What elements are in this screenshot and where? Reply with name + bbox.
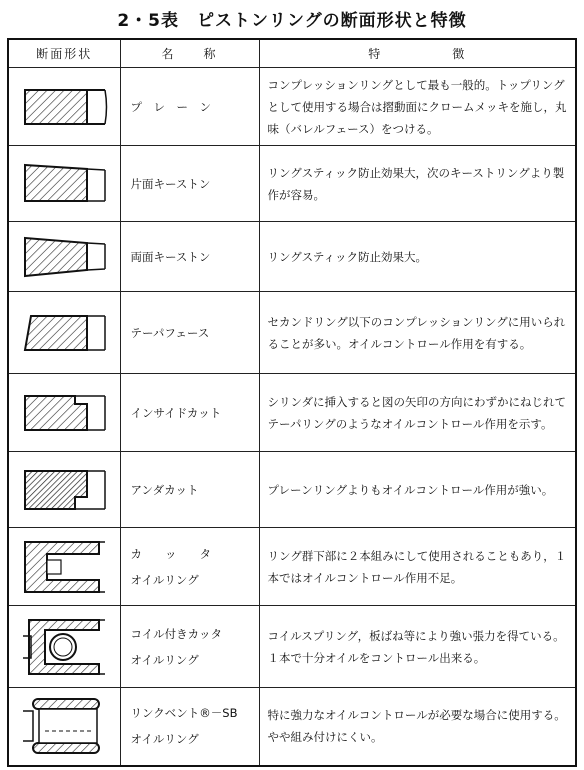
- shape-half-keystone-icon: [8, 146, 120, 222]
- ring-feature: プレーンリングよりもオイルコントロール作用が強い。: [259, 452, 576, 528]
- table-row: [8, 606, 576, 688]
- ring-name: カ ッ タ オイルリング: [120, 528, 259, 606]
- piston-ring-table: [7, 38, 577, 767]
- ring-name: リンクベント®－SB オイルリング: [120, 688, 259, 766]
- table-row: [8, 146, 576, 222]
- ring-feature: セカンドリング以下のコンプレッションリングに用いられることが多い。オイルコントロール作用を有する。: [259, 292, 576, 374]
- ring-name: テーパフェース: [120, 292, 259, 374]
- ring-feature: リングスティック防止効果大。: [259, 222, 576, 292]
- ring-name: コイル付きカッタ オイルリング: [120, 606, 259, 688]
- shape-under-cut-icon: [8, 452, 120, 528]
- shape-keystone-icon: [8, 222, 120, 292]
- ring-feature: シリンダに挿入すると図の矢印の方向にわずかにねじれてテーパリングのようなオイルコントロール作用を示す。: [259, 374, 576, 452]
- table-row: [8, 292, 576, 374]
- table-row: [8, 452, 576, 528]
- shape-plain-icon: [8, 68, 120, 146]
- shape-cutter-oil-icon: [8, 528, 120, 606]
- ring-name: アンダカット: [120, 452, 259, 528]
- shape-coil-oil-icon: [8, 606, 120, 688]
- table-title: 2・5表 ピストンリングの断面形状と特徴: [117, 11, 467, 31]
- table-row: [8, 68, 576, 146]
- shape-inside-cut-icon: [8, 374, 120, 452]
- header-name: 名 称: [120, 39, 259, 68]
- table-row: [8, 374, 576, 452]
- ring-feature: コンプレッションリングとして最も一般的。トップリングとして使用する場合は摺動面にクロームメッキを施し，丸味（バレルフェース）をつける。: [259, 68, 576, 146]
- ring-name: プ レ ー ン: [120, 68, 259, 146]
- ring-name: 片面キーストン: [120, 146, 259, 222]
- ring-feature: 特に強力なオイルコントロールが必要な場合に使用する。やや組み付けにくい。: [259, 688, 576, 766]
- ring-feature: コイルスプリング，板ばね等により強い張力を得ている。１本で十分オイルをコントロール出来る。: [259, 606, 576, 688]
- table-row: [8, 688, 576, 766]
- shape-rink-vent-icon: [8, 688, 120, 766]
- ring-name: 両面キーストン: [120, 222, 259, 292]
- ring-name: インサイドカット: [120, 374, 259, 452]
- header-shape: 断面形状: [8, 39, 120, 68]
- ring-feature: リングスティック防止効果大，次のキーストリングより製作が容易。: [259, 146, 576, 222]
- table-row: [8, 528, 576, 606]
- header-row: [8, 39, 576, 68]
- ring-feature: リング群下部に２本組みにして使用されることもあり，１本ではオイルコントロール作用不足。: [259, 528, 576, 606]
- header-feature: 特 徴: [259, 39, 576, 68]
- table-row: [8, 222, 576, 292]
- shape-taper-icon: [8, 292, 120, 374]
